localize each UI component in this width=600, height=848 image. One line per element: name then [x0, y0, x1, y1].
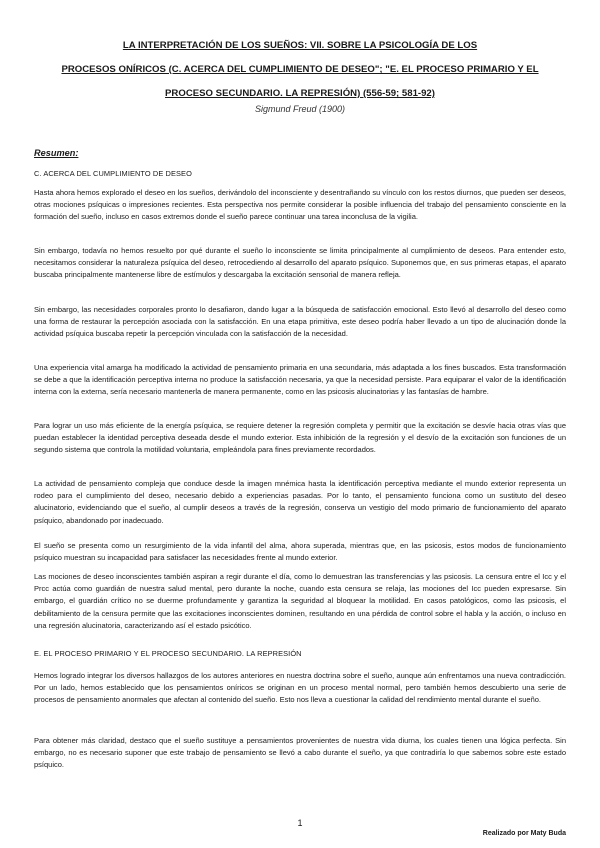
section-e-paragraph-2: Para obtener más claridad, destaco que el sueño sustituye a pensamientos provenientes de nuestra vida diurna, los cuales tienen una lógica perfecta. Sin embargo, no es necesario suponer que este trabajo de pensamiento se llevó a cabo durante el sueño, ya que contradiría lo que sabemos sobre este estado psíquico. [34, 736, 566, 770]
title-line-2: PROCESOS ONÍRICOS (C. ACERCA DEL CUMPLIMIENTO DE DESEO"; "E. EL PROCESO PRIMARIO Y EL [61, 64, 539, 75]
author-line: Sigmund Freud (1900) [254, 104, 346, 114]
section-c-paragraph-4: Una experiencia vital amarga ha modificado la actividad de pensamiento primaria en una secundaria, más adaptada a los fines buscados. Esta transformación se debe a que la identificación perceptiva interna no produce la satisfacción necesaria, ya que la necesidad persiste. Para equiparar el valor de la identificación interna con la externa, sería necesario mantenerla de manera permanente, como en las psicosis alucinatorias y las fantasías de hambre. [34, 363, 566, 397]
section-c-paragraph-5: Para lograr un uso más eficiente de la energía psíquica, se requiere detener la regresión completa y permitir que la excitación se desvíe hacia otras vías que puedan establecer la identidad perceptiva deseada desde el mundo exterior. Esta inhibición de la regresión y el desvío de la excitación son funciones de un segundo sistema que controla la motilidad voluntaria, empleándola para fines previamente recordados. [34, 421, 566, 455]
section-c-heading: C. ACERCA DEL CUMPLIMIENTO DE DESEO [34, 169, 192, 178]
section-c-paragraph-3: Sin embargo, las necesidades corporales pronto lo desafiaron, dando lugar a la búsqueda de satisfacción emocional. Esto llevó al desarrollo del deseo como una forma de restaurar la percepción asociada con la satisfacción. En una etapa primitiva, este deseo podría haber llevado a un tipo de alucinación donde la actividad psíquica buscaba repetir la percepción vinculada con la satisfacción de la necesidad. [34, 305, 566, 339]
section-c-paragraph-2: Sin embargo, todavía no hemos resuelto por qué durante el sueño lo inconsciente se limita principalmente al cumplimiento de deseos. Para entender esto, necesitamos considerar la naturaleza psíquica del deseo, retrocediendo al desarrollo del aparato psíquico. Suponemos que, en sus primeras etapas, el aparato buscaba principalmente mantenerse libre de estímulos y descargaba la excitación sensorial de manera refleja. [34, 246, 566, 280]
section-c-paragraph-7: El sueño se presenta como un resurgimiento de la vida infantil del alma, ahora superada, mientras que, en las psicosis, estos modos de funcionamiento psíquico muestran su incapacidad para satisfacer las necesidades frente al mundo exterior. [34, 541, 566, 563]
title-line-3: PROCESO SECUNDARIO. LA REPRESIÓN) (556-59; 581-92) [165, 88, 435, 99]
abstract-label: Resumen: [34, 148, 79, 158]
document-title [56, 34, 544, 106]
author-credit: Realizado por Maty Buda [482, 830, 566, 837]
section-c-paragraph-1: Hasta ahora hemos explorado el deseo en los sueños, derivándolo del inconsciente y desentrañando su vínculo con los restos diurnos, que pueden ser deseos, otras mociones psíquicas o impresiones recientes. Esta perspectiva nos permite considerar la posible influencia del trabajo del pensamiento consciente en la formación del sueño, incluso en casos extremos donde el sueño parece continuar una tarea inconclusa de la vigilia. [34, 188, 566, 222]
section-e-heading: E. EL PROCESO PRIMARIO Y EL PROCESO SECUNDARIO. LA REPRESIÓN [34, 649, 302, 658]
page-number: 1 [297, 818, 303, 828]
title-line-1: LA INTERPRETACIÓN DE LOS SUEÑOS: VII. SOBRE LA PSICOLOGÍA DE LOS [122, 40, 478, 51]
section-c-paragraph-8: Las mociones de deseo inconscientes también aspiran a regir durante el día, como lo demuestran las transferencias y las psicosis. La censura entre el Icc y el Prcc actúa como guardián de nuestra salud mental, pero durante la noche, cuando esta censura se relaja, las mociones del Icc pueden expresarse. Sin embargo, el guardián crítico no se duerme profundamente y garantiza la seguridad al bloquear la motilidad. En casos patológicos, como las psicosis, el debilitamiento de la censura permite que las excitaciones inconscientes dominen, resultando en una pérdida de control sobre el habla y la acción, o incluso en una regresión alucinatoria, caracterizando así el estado psicótico. [34, 572, 566, 630]
section-c-paragraph-6: La actividad de pensamiento compleja que conduce desde la imagen mnémica hasta la identificación perceptiva mediante el mundo exterior representa un rodeo para el cumplimiento del deseo, necesario debido a experiencias pasadas. Por lo tanto, el pensamiento funciona como un sustituto del deseo alucinatorio, evidenciando que el sueño, al cumplir deseos a través de la regresión, conserva un vestigio del modo primario de funcionamiento del aparato psíquico, abandonado por inadecuado. [34, 479, 566, 525]
section-e-paragraph-1: Hemos logrado integrar los diversos hallazgos de los autores anteriores en nuestra doctrina sobre el sueño, aunque aún enfrentamos una nueva contradicción. Por un lado, hemos establecido que los pensamientos oníricos se originan en un proceso mental normal, pero también hemos descubierto una serie de procesos de pensamiento anormales que afectan al contenido del sueño. Esto nos lleva a cuestionar la calidad del rendimiento mental durante el sueño. [34, 671, 566, 705]
